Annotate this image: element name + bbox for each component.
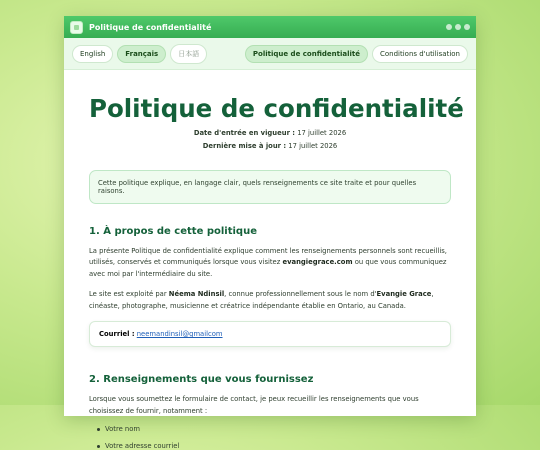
about-p2-text-middle: , connue professionnellement sous le nom d' <box>224 290 377 299</box>
intro-callout: Cette politique explique, en langage clair, quels renseignements ce site traite et pour quelles raisons. <box>89 170 451 204</box>
about-p1-text-before: La présente Politique de confidentialité explique comment les renseignements personnels sont recueillis, utilisés, conservés et communiqués lorsque vous visitez <box>89 246 447 267</box>
maximize-button[interactable] <box>455 24 461 30</box>
effective-date-value: 17 juillet 2026 <box>297 129 347 138</box>
updated-date-label: Dernière mise à jour : <box>202 141 287 150</box>
close-button[interactable] <box>464 24 470 30</box>
about-p2-text-after: , cinéaste, photographe, musicienne et créatrice indépendante établie en Ontario, au Canada. <box>89 290 434 311</box>
list-item: Votre adresse courriel <box>99 443 451 450</box>
effective-date <box>89 127 451 140</box>
terms-link[interactable]: Conditions d'utilisation <box>372 45 468 63</box>
app-icon <box>70 21 83 34</box>
section-heading-about: 1. À propos de cette politique <box>89 225 257 237</box>
site-nav <box>64 38 476 70</box>
info-provided-list <box>89 426 451 450</box>
site-domain: evangiegrace.com <box>282 258 353 267</box>
email-link[interactable]: neemandinsil@gmailcom <box>136 329 223 338</box>
about-p1-text-after: ou que vous communiquez avec moi par l'intermédiaire du site. <box>89 258 447 279</box>
about-p2-text-before: Le site est exploité par <box>89 290 169 299</box>
page-content <box>64 70 476 449</box>
window-title: Politique de confidentialité <box>89 22 212 32</box>
info-provided-intro: Lorsque vous soumettez le formulaire de contact, je peux recueillir les renseignements que vous choisissez de fournir, notamment : <box>89 394 419 415</box>
operator-name: Néema Ndinsil <box>168 290 225 299</box>
email-card <box>89 321 451 347</box>
title-bar <box>64 16 476 38</box>
page-title: Politique de confidentialité <box>89 94 464 123</box>
about-paragraph-1 <box>89 246 451 282</box>
email-label: Courriel : <box>99 329 135 338</box>
lang-japanese-button[interactable]: 日本語 <box>170 44 207 64</box>
updated-date-value: 17 juillet 2026 <box>288 141 338 150</box>
browser-window <box>64 16 476 450</box>
lang-english-button[interactable]: English <box>72 45 113 63</box>
effective-date-label: Date d'entrée en vigueur : <box>193 129 296 138</box>
window-controls <box>446 24 470 30</box>
updated-date <box>89 140 451 153</box>
privacy-policy-link[interactable]: Politique de confidentialité <box>245 45 368 63</box>
section-heading-info-provided: 2. Renseignements que vous fournissez <box>89 373 314 385</box>
brand-name: Evangie Grace <box>376 290 432 299</box>
about-paragraph-2 <box>89 289 451 313</box>
lang-francais-button[interactable]: Français <box>117 45 166 63</box>
minimize-button[interactable] <box>446 24 452 30</box>
list-item: Votre nom <box>99 426 451 433</box>
